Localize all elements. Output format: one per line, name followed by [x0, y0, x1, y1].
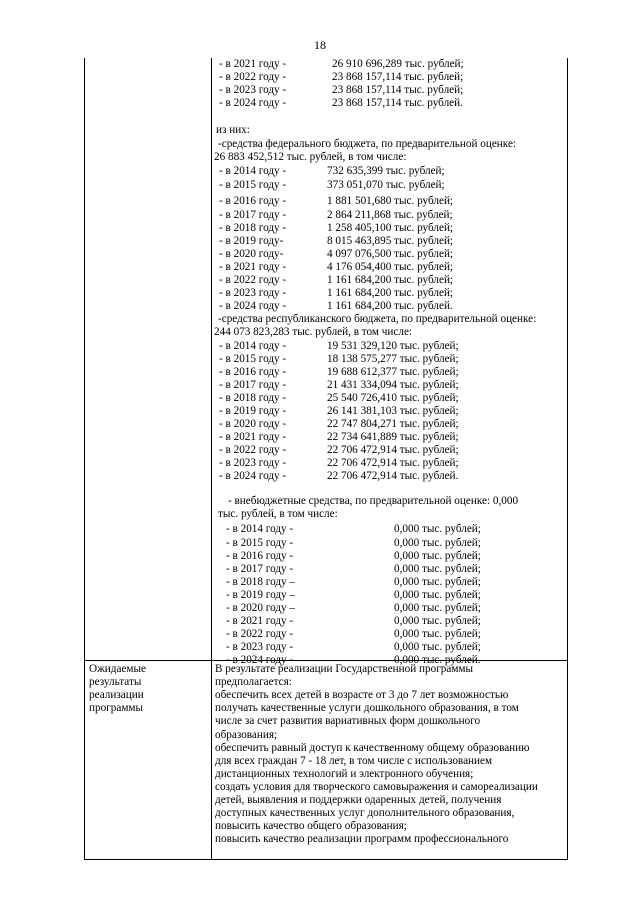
federal-budget-row-value: 8 015 463,895 тыс. рублей;	[327, 235, 454, 247]
republican-budget-row-value: 22 706 472,914 тыс. рублей;	[327, 444, 459, 456]
expected-results-label: Ожидаемые	[89, 663, 146, 675]
of-which-label: из них:	[216, 124, 250, 136]
federal-budget-total: 26 883 452,512 тыс. рублей, в том числе:	[214, 151, 407, 163]
expected-results-text: создать условия для творческого самовыражения и самореализации	[215, 780, 538, 793]
extrabudget-row-value: 0,000 тыс. рублей;	[394, 523, 481, 535]
republican-budget-row-value: 22 706 472,914 тыс. рублей;	[327, 457, 459, 469]
extrabudget-row-value: 0,000 тыс. рублей;	[394, 589, 481, 601]
expected-results-text: доступных качественных услуг дополнительного образования,	[215, 807, 515, 820]
table-border-right	[567, 58, 568, 860]
republican-budget-row-year: - в 2015 году -	[219, 353, 287, 365]
republican-budget-row-value: 18 138 575,277 тыс. рублей;	[327, 353, 459, 365]
republican-budget-row-year: - в 2014 году -	[219, 340, 287, 352]
total-funding-row-year: - в 2023 году -	[219, 84, 287, 96]
table-row-divider	[84, 660, 568, 661]
federal-budget-row-year: - в 2022 году -	[219, 274, 287, 286]
total-funding-row-value: 26 910 696,289 тыс. рублей;	[332, 58, 464, 70]
extrabudget-row-year: - в 2024 году -	[226, 654, 294, 666]
republican-budget-row-year: - в 2019 году -	[219, 405, 287, 417]
extrabudget-row-value: 0,000 тыс. рублей;	[394, 576, 481, 588]
expected-results-text: повысить качество реализации программ профессионального	[215, 833, 509, 846]
extrabudget-row-value: 0,000 тыс. рублей;	[394, 615, 481, 627]
extrabudget-row-value: 0,000 тыс. рублей;	[394, 628, 481, 640]
total-funding-row-value: 23 868 157,114 тыс. рублей.	[332, 97, 463, 109]
federal-budget-row-year: - в 2020 году-	[219, 248, 284, 260]
extrabudget-row-value: 0,000 тыс. рублей;	[394, 602, 481, 614]
federal-budget-row-value: 373 051,070 тыс. рублей;	[327, 179, 445, 191]
expected-results-text: детей, выявления и поддержки одаренных детей, получения	[215, 794, 502, 806]
total-funding-row-value: 23 868 157,114 тыс. рублей;	[332, 84, 464, 96]
extrabudget-row-year: - в 2015 году -	[226, 537, 294, 549]
expected-results-text: обеспечить всех детей в возрасте от 3 до 7 лет возможностью	[215, 689, 509, 702]
extrabudget-row-year: - в 2022 году -	[226, 628, 294, 640]
republican-budget-total: 244 073 823,283 тыс. рублей, в том числе:	[214, 326, 413, 338]
federal-budget-row-value: 1 161 684,200 тыс. рублей;	[327, 287, 454, 299]
federal-budget-row-value: 4 176 054,400 тыс. рублей;	[327, 261, 454, 273]
federal-budget-row-year: - в 2019 году-	[219, 235, 284, 247]
republican-budget-row-year: - в 2016 году -	[219, 366, 287, 378]
federal-budget-row-value: 1 258 405,100 тыс. рублей;	[327, 222, 454, 234]
federal-budget-row-value: 1 161 684,200 тыс. рублей.	[327, 300, 453, 312]
expected-results-label: реализации	[89, 689, 144, 701]
expected-results-text: обеспечить равный доступ к качественному общему образованию	[215, 741, 530, 754]
extrabudget-row-year: - в 2017 году -	[226, 563, 294, 575]
extrabudget-row-year: - в 2020 году –	[226, 602, 296, 614]
table-border-left	[84, 58, 85, 860]
table-border-bottom	[84, 859, 568, 860]
expected-results-label: результаты	[89, 676, 142, 688]
extrabudget-row-year: - в 2023 году -	[226, 641, 294, 653]
extrabudget-row-value: 0,000 тыс. рублей;	[394, 641, 481, 653]
page-number: 18	[314, 38, 326, 52]
total-funding-row-year: - в 2021 году -	[219, 58, 287, 70]
republican-budget-row-value: 26 141 381,103 тыс. рублей;	[327, 405, 459, 417]
federal-budget-row-year: - в 2023 году -	[219, 287, 287, 299]
total-funding-row-year: - в 2024 году -	[219, 97, 287, 109]
republican-budget-row-year: - в 2018 году -	[219, 392, 287, 404]
extrabudget-row-value: 0,000 тыс. рублей;	[394, 563, 481, 575]
federal-budget-row-year: - в 2016 году -	[219, 195, 287, 207]
extrabudget-row-year: - в 2019 году –	[226, 589, 296, 601]
republican-budget-row-year: - в 2021 году -	[219, 431, 287, 443]
table-column-divider	[211, 58, 212, 860]
federal-budget-row-year: - в 2018 году -	[219, 222, 287, 234]
expected-results-text: образования;	[215, 728, 278, 741]
extrabudget-row-year: - в 2021 году -	[226, 615, 294, 627]
extrabudget-row-value: 0,000 тыс. рублей;	[394, 537, 481, 549]
republican-budget-row-year: - в 2023 году -	[219, 457, 287, 469]
extrabudget-row-value: 0,000 тыс. рублей;	[394, 550, 481, 562]
republican-budget-row-year: - в 2024 году -	[219, 470, 287, 482]
expected-results-text: повысить качество общего образования;	[215, 820, 407, 833]
federal-budget-row-year: - в 2024 году -	[219, 300, 287, 312]
extrabudget-heading: - внебюджетные средства, по предварительной оценке: 0,000	[228, 495, 519, 507]
expected-results-text: дистанционных технологий и электронного обучения;	[215, 767, 474, 780]
total-funding-row-value: 23 868 157,114 тыс. рублей;	[332, 71, 464, 83]
republican-budget-row-value: 25 540 726,410 тыс. рублей;	[327, 392, 459, 404]
federal-budget-row-year: - в 2017 году -	[219, 209, 287, 221]
federal-budget-row-value: 1 161 684,200 тыс. рублей;	[327, 274, 454, 286]
program-passport-table	[84, 58, 568, 860]
republican-budget-row-value: 22 734 641,889 тыс. рублей;	[327, 431, 459, 443]
federal-budget-row-value: 4 097 076,500 тыс. рублей;	[327, 248, 454, 260]
republican-budget-row-year: - в 2017 году -	[219, 379, 287, 391]
expected-results-label: программы	[89, 702, 143, 714]
federal-budget-row-year: - в 2015 году -	[219, 179, 287, 191]
expected-results-text: для всех граждан 7 - 18 лет, в том числе с использованием	[215, 754, 493, 767]
republican-budget-row-value: 22 706 472,914 тыс. рублей.	[327, 470, 459, 482]
extrabudget-row-year: - в 2018 году –	[226, 576, 296, 588]
republican-budget-row-value: 21 431 334,094 тыс. рублей;	[327, 379, 459, 391]
republican-budget-heading: -средства республиканского бюджета, по предварительной оценке:	[218, 313, 537, 325]
republican-budget-row-value: 19 531 329,120 тыс. рублей;	[327, 340, 459, 352]
federal-budget-row-year: - в 2014 году -	[219, 165, 287, 177]
expected-results-text: получать качественные услуги дошкольного образования, в том	[215, 702, 519, 715]
expected-results-text: предполагается:	[215, 676, 292, 689]
federal-budget-row-value: 732 635,399 тыс. рублей;	[327, 165, 445, 177]
extrabudget-row-year: - в 2014 году -	[226, 523, 294, 535]
federal-budget-row-value: 1 881 501,680 тыс. рублей;	[327, 195, 454, 207]
federal-budget-row-value: 2 864 211,868 тыс. рублей;	[327, 209, 453, 221]
extrabudget-row-value: 0,000 тыс. рублей.	[394, 654, 481, 666]
federal-budget-row-year: - в 2021 году -	[219, 261, 287, 273]
republican-budget-row-year: - в 2022 году -	[219, 444, 287, 456]
expected-results-text: числе за счет развития вариативных форм дошкольного	[215, 715, 481, 728]
extrabudget-row-year: - в 2016 году -	[226, 550, 294, 562]
expected-results-text: В результате реализации Государственной программы	[215, 663, 474, 675]
republican-budget-row-value: 19 688 612,377 тыс. рублей;	[327, 366, 459, 378]
republican-budget-row-year: - в 2020 году -	[219, 418, 287, 430]
federal-budget-heading: -средства федерального бюджета, по предварительной оценке:	[218, 138, 517, 150]
republican-budget-row-value: 22 747 804,271 тыс. рублей;	[327, 418, 459, 430]
total-funding-row-year: - в 2022 году -	[219, 71, 287, 83]
extrabudget-total: тыс. рублей, в том числе:	[218, 508, 338, 520]
